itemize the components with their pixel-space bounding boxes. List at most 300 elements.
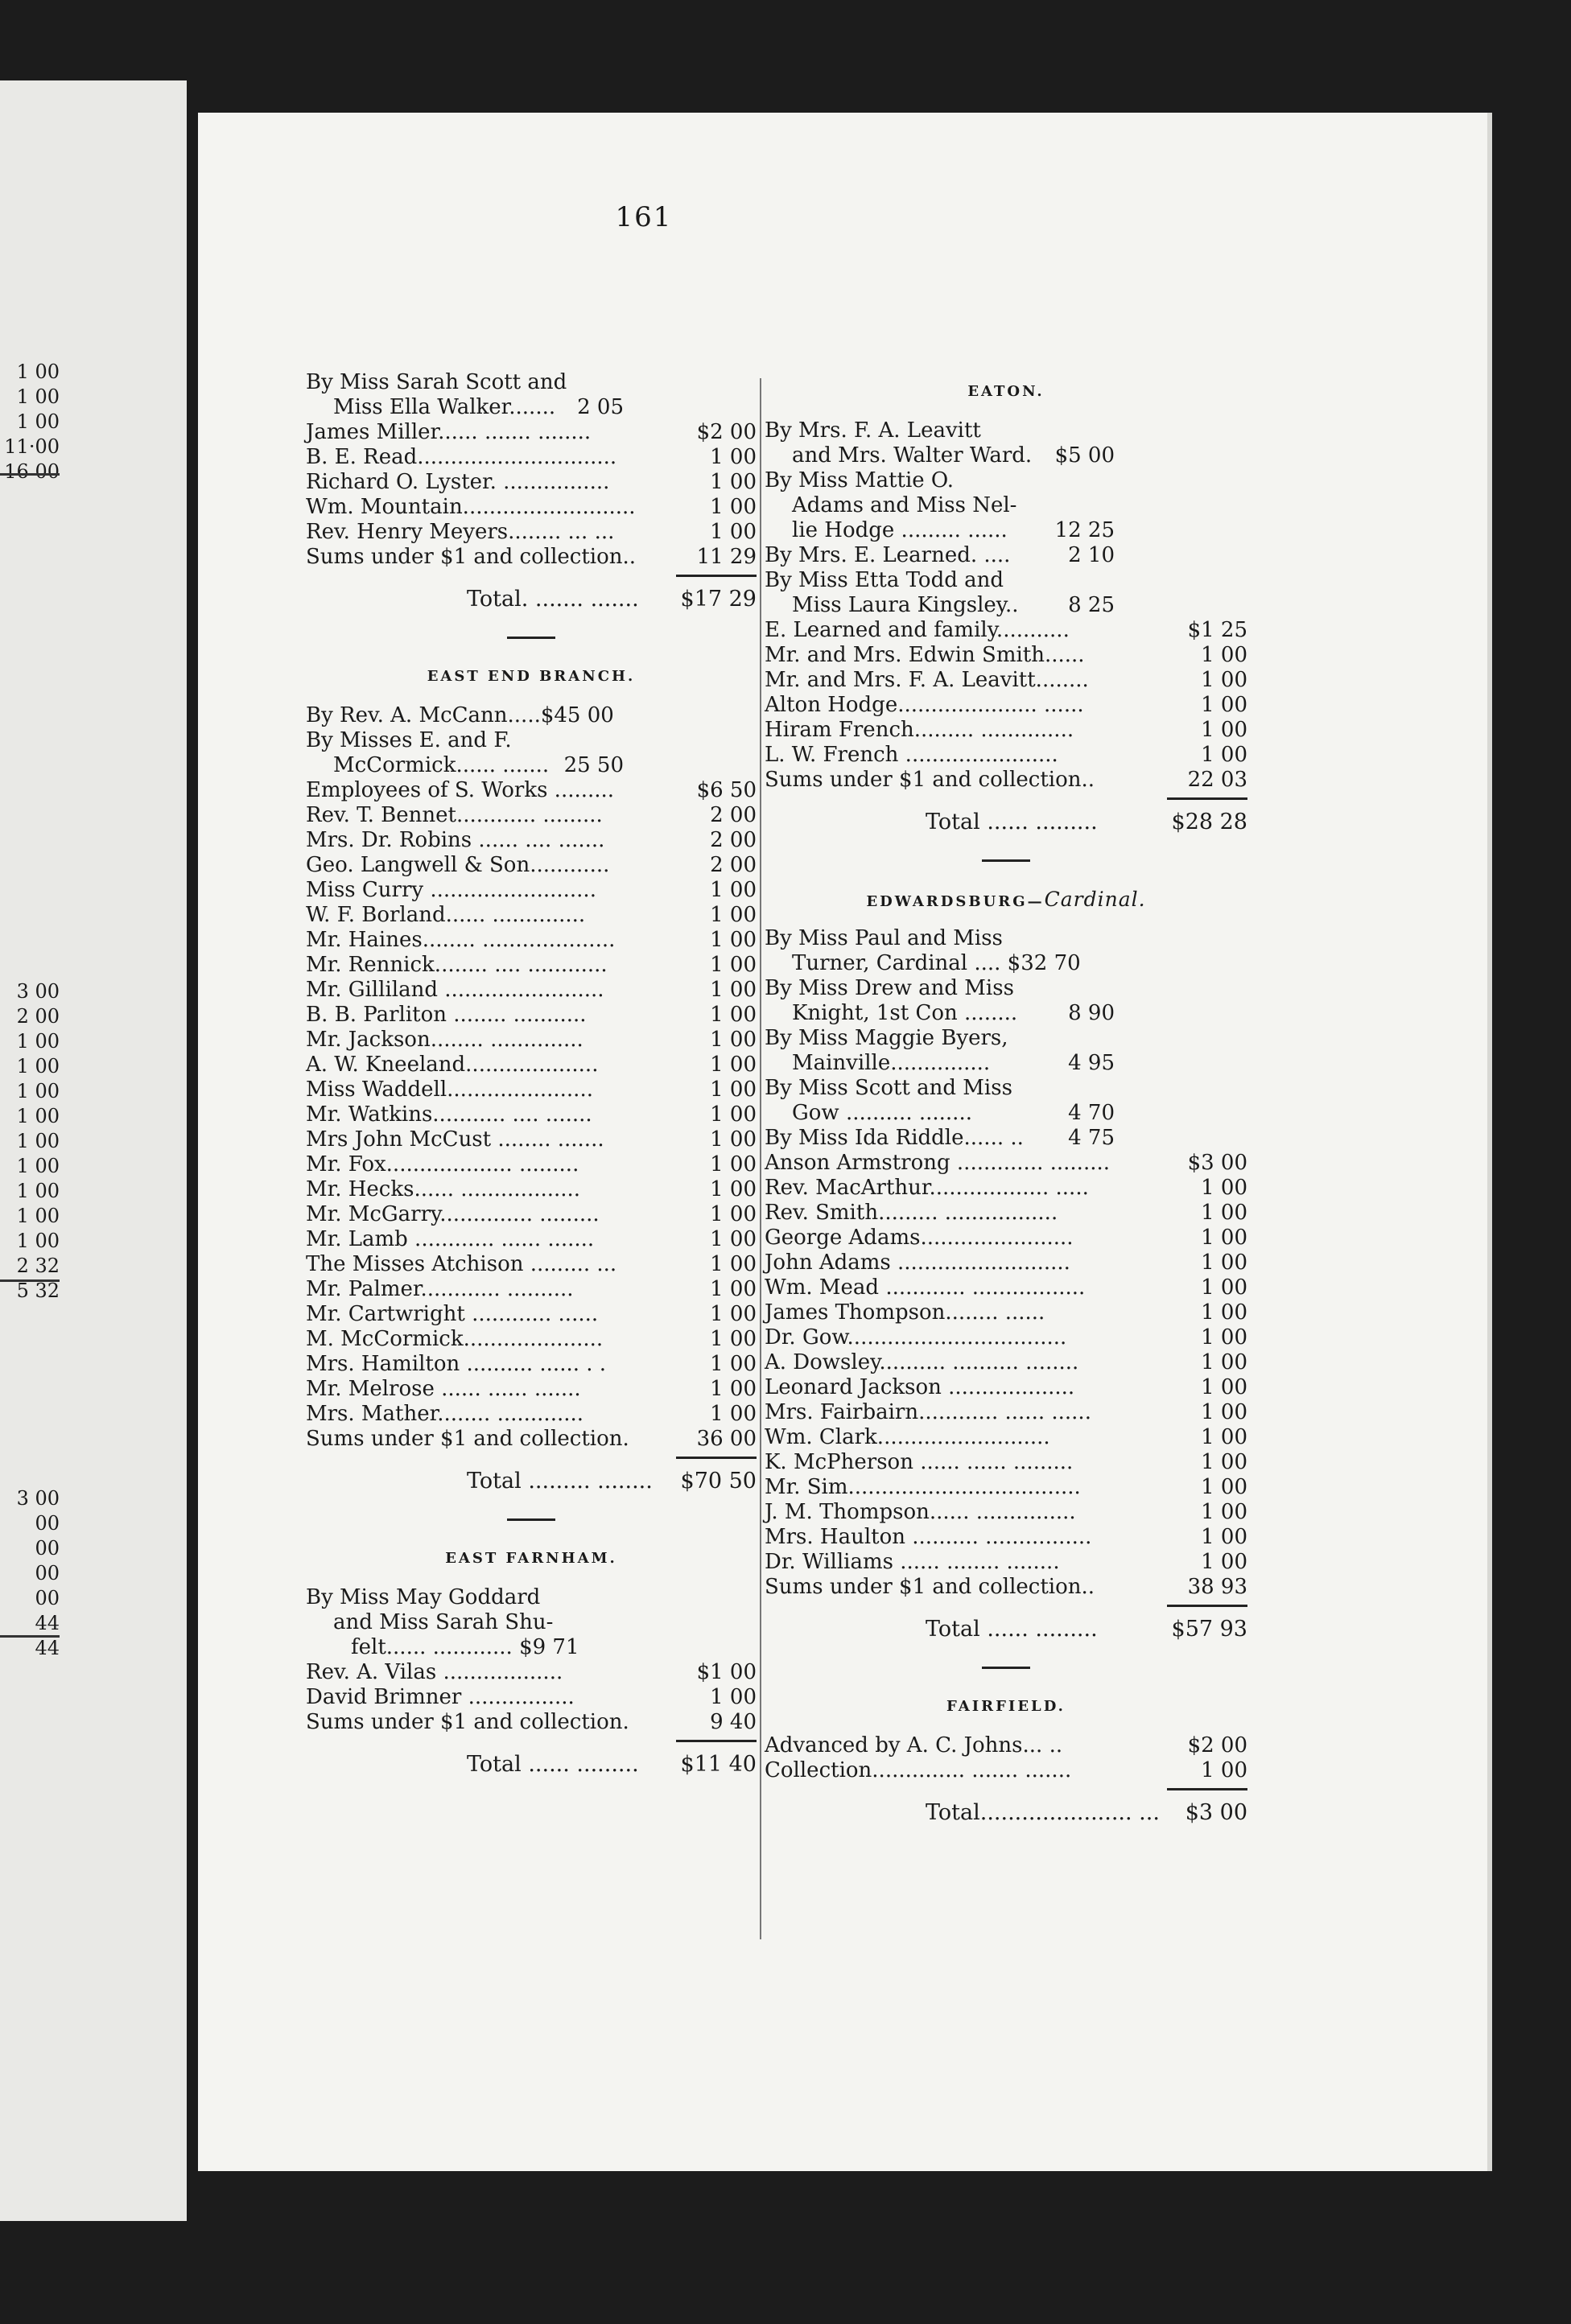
entry-name: Mr. McGarry.............. ......... — [306, 1202, 600, 1226]
entry-amount: 1 00 — [1201, 718, 1247, 742]
entry-subamount: 4 70 — [1068, 1101, 1115, 1125]
total-row — [306, 583, 757, 616]
entry-row — [306, 420, 757, 445]
entry-name: and Miss Sarah Shu- — [333, 1610, 554, 1634]
entry-subamount: 2 05 — [577, 395, 624, 419]
entry-amount: 1 00 — [1201, 1350, 1247, 1374]
entry-amount: 1 00 — [1201, 743, 1247, 767]
entry-name: K. McPherson ...... ...... ......... — [765, 1450, 1074, 1474]
entry-name: Mrs. Mather........ ............. — [306, 1402, 584, 1426]
previous-page-amount: 1 00 — [16, 1180, 60, 1202]
entry-row — [765, 668, 1247, 693]
entry-row — [765, 1575, 1247, 1600]
entry-row — [765, 926, 1247, 951]
entry-name: Rev. Smith......... ................. — [765, 1201, 1058, 1225]
previous-page-amount: 44 — [35, 1612, 60, 1634]
sum-rule — [1167, 797, 1247, 800]
entry-amount: 1 00 — [710, 1252, 757, 1276]
entry-subamount: 8 90 — [1068, 1001, 1115, 1025]
entry-row — [765, 1375, 1247, 1400]
entry-amount: 1 00 — [1201, 1758, 1247, 1782]
entry-name: By Miss Maggie Byers, — [765, 1026, 1008, 1050]
total-amount: $17 29 — [680, 587, 757, 612]
entry-row — [765, 593, 1247, 618]
entry-name: By Miss Sarah Scott and — [306, 370, 567, 394]
total-row — [765, 1613, 1247, 1646]
entry-row — [306, 828, 757, 853]
entry-amount: 2 00 — [710, 853, 757, 877]
entry-row — [306, 445, 757, 470]
entry-amount: 1 00 — [710, 1202, 757, 1226]
entry-amount: 38 93 — [1187, 1575, 1247, 1599]
spacer — [765, 913, 1247, 926]
entry-name: B. B. Parliton ........ ........... — [306, 1003, 587, 1027]
entry-amount: 1 00 — [710, 1227, 757, 1251]
entry-name: Mr. Haines........ .................... — [306, 928, 616, 952]
total-amount: $11 40 — [680, 1752, 757, 1777]
entry-name: Advanced by A. C. Johns... .. — [765, 1733, 1063, 1757]
entry-row — [765, 618, 1247, 643]
entry-amount: 1 00 — [1201, 693, 1247, 717]
spacer — [765, 1720, 1247, 1733]
total-amount: $70 50 — [680, 1469, 757, 1494]
entry-amount: 1 00 — [1201, 1251, 1247, 1275]
entry-amount: 1 00 — [1201, 1176, 1247, 1200]
entry-amount: 1 00 — [1201, 1325, 1247, 1349]
entry-row — [765, 1176, 1247, 1201]
entry-name: By Miss Ida Riddle...... .. — [765, 1126, 1024, 1150]
entry-name: Mr. Palmer............ .......... — [306, 1277, 574, 1301]
entry-row — [306, 1102, 757, 1127]
entry-row — [765, 1500, 1247, 1525]
entry-amount: 1 00 — [1201, 1375, 1247, 1399]
previous-page-amount: 1 00 — [16, 410, 60, 433]
entry-row — [306, 1127, 757, 1152]
entry-name: Richard O. Lyster. ................ — [306, 470, 610, 494]
page-number: 161 — [615, 201, 673, 233]
entry-amount: $1 00 — [696, 1660, 757, 1684]
entry-name: Mr. Rennick........ .... ............ — [306, 953, 608, 977]
entry-name: Turner, Cardinal .... $32 70 — [792, 951, 1081, 975]
entry-amount: 1 00 — [1201, 1275, 1247, 1300]
entry-row — [306, 853, 757, 878]
spacer — [306, 690, 757, 703]
previous-page-amount: 2 32 — [16, 1255, 60, 1277]
section-heading — [306, 663, 757, 690]
spacer — [765, 406, 1247, 418]
previous-page-amount: 1 00 — [16, 1155, 60, 1177]
total-amount: $57 93 — [1171, 1617, 1247, 1642]
entry-name: W. F. Borland...... .............. — [306, 903, 586, 927]
entry-row — [765, 1550, 1247, 1575]
previous-page-amount: 3 00 — [16, 1487, 60, 1510]
section-heading-text: EDWARDSBURG— — [866, 893, 1045, 910]
entry-row — [306, 1252, 757, 1277]
total-label: Total...................... ... — [926, 1800, 1160, 1825]
entry-name: Adams and Miss Nel- — [792, 493, 1017, 517]
entry-row — [765, 1126, 1247, 1151]
entry-row — [765, 743, 1247, 768]
entry-row — [306, 1028, 757, 1053]
entry-name: Mrs. Dr. Robins ...... .... ....... — [306, 828, 605, 852]
sum-rule — [1167, 1788, 1247, 1790]
entry-row — [765, 1001, 1247, 1026]
entry-name: Sums under $1 and collection.. — [306, 545, 637, 569]
entry-row — [306, 1277, 757, 1302]
entry-name: By Rev. A. McCann.....$45 00 — [306, 703, 614, 727]
entry-row — [765, 568, 1247, 593]
entry-name: Mrs. Haulton .......... ................ — [765, 1525, 1092, 1549]
entry-name: By Mrs. E. Learned. .... — [765, 543, 1011, 567]
entry-name: B. E. Read.............................. — [306, 445, 617, 469]
entry-row — [765, 518, 1247, 543]
entry-name: Wm. Mountain.......................... — [306, 495, 636, 519]
entry-row — [306, 1660, 757, 1685]
entry-row — [765, 543, 1247, 568]
sum-rule — [676, 1457, 757, 1459]
entry-name: L. W. French ....................... — [765, 743, 1058, 767]
entry-amount: $2 00 — [696, 420, 757, 444]
entry-name: Mrs. Hamilton .......... ...... . . — [306, 1352, 607, 1376]
entry-name: Mr. Hecks...... .................. — [306, 1177, 581, 1201]
entry-row — [306, 1635, 757, 1660]
left-column — [306, 370, 757, 1781]
entry-subamount: 25 50 — [563, 753, 624, 777]
previous-page-amount: 2 00 — [16, 1005, 60, 1028]
previous-page-amount: 00 — [35, 1562, 60, 1584]
entry-row — [306, 1585, 757, 1610]
entry-name: Mr. Sim................................... — [765, 1475, 1081, 1499]
section-heading-text: EAST FARNHAM. — [445, 1550, 617, 1567]
entry-row — [765, 418, 1247, 443]
entry-amount: 2 00 — [710, 803, 757, 827]
entry-amount: 1 00 — [710, 1078, 757, 1102]
right-column — [765, 378, 1247, 1829]
entry-amount: 1 00 — [1201, 1550, 1247, 1574]
entry-amount: $2 00 — [1187, 1733, 1247, 1757]
entry-amount: 1 00 — [710, 1685, 757, 1709]
entry-row — [306, 1177, 757, 1202]
previous-page-amount: 1 00 — [16, 1205, 60, 1227]
previous-page-amount: 1 00 — [16, 1055, 60, 1078]
entry-name: Collection.............. ....... ....... — [765, 1758, 1072, 1782]
entry-subamount: 2 10 — [1068, 543, 1115, 567]
entry-amount: 22 03 — [1187, 768, 1247, 792]
section-heading — [306, 1545, 757, 1572]
entry-amount: 1 00 — [1201, 1300, 1247, 1325]
entry-amount: 1 00 — [1201, 1500, 1247, 1524]
entry-name: Sums under $1 and collection. — [306, 1710, 629, 1734]
entry-subamount: 12 25 — [1054, 518, 1115, 542]
entry-amount: 1 00 — [710, 1028, 757, 1052]
entry-row — [306, 1202, 757, 1227]
entry-row — [306, 520, 757, 545]
entry-name: John Adams .......................... — [765, 1251, 1070, 1275]
entry-amount: 1 00 — [710, 1127, 757, 1152]
section-heading-text: EATON. — [967, 383, 1045, 400]
entry-name: Mr. Gilliland ........................ — [306, 978, 604, 1002]
entry-row — [306, 1003, 757, 1028]
entry-amount: 1 00 — [710, 953, 757, 977]
entry-amount: $1 25 — [1187, 618, 1247, 642]
entry-row — [306, 703, 757, 728]
entry-subamount: 4 75 — [1068, 1126, 1115, 1150]
section-separator — [507, 1518, 555, 1521]
entry-name: Miss Laura Kingsley.. — [792, 593, 1019, 617]
entry-row — [765, 493, 1247, 518]
entry-row — [765, 718, 1247, 743]
entry-row — [306, 1402, 757, 1427]
entry-name: Anson Armstrong ............. ......... — [765, 1151, 1110, 1175]
entry-name: Mr. Watkins........... .... ....... — [306, 1102, 592, 1127]
entry-name: Mr. and Mrs. F. A. Leavitt........ — [765, 668, 1089, 692]
entry-amount: 1 00 — [1201, 668, 1247, 692]
section-heading — [765, 1693, 1247, 1720]
entry-subamount: 4 95 — [1068, 1051, 1115, 1075]
total-amount: $3 00 — [1185, 1800, 1247, 1825]
entry-name: By Misses E. and F. — [306, 728, 512, 752]
entry-row — [765, 1226, 1247, 1251]
entry-amount: $3 00 — [1187, 1151, 1247, 1175]
previous-page-amount: 11·00 — [4, 435, 60, 458]
entry-row — [306, 1377, 757, 1402]
total-label: Total ......... ........ — [467, 1469, 653, 1494]
entry-name: By Miss Drew and Miss — [765, 976, 1014, 1000]
sum-rule — [676, 1740, 757, 1742]
entry-name: A. W. Kneeland.................... — [306, 1053, 599, 1077]
entry-amount: 1 00 — [1201, 1450, 1247, 1474]
previous-page-amount: 1 00 — [16, 1130, 60, 1152]
entry-amount: 1 00 — [710, 903, 757, 927]
section-separator — [982, 1667, 1030, 1669]
entry-row — [306, 928, 757, 953]
entry-row — [306, 395, 757, 420]
entry-name: Gow .......... ........ — [792, 1101, 972, 1125]
entry-name: and Mrs. Walter Ward. — [792, 443, 1033, 468]
entry-name: James Thompson........ ...... — [765, 1300, 1045, 1325]
entry-row — [765, 1525, 1247, 1550]
total-row — [765, 1797, 1247, 1829]
entry-row — [765, 768, 1247, 793]
entry-name: Mr. and Mrs. Edwin Smith...... — [765, 643, 1085, 667]
section-heading-text: FAIRFIELD. — [946, 1698, 1066, 1715]
entry-name: lie Hodge ......... ...... — [792, 518, 1008, 542]
entry-name: Mr. Cartwright ............ ...... — [306, 1302, 599, 1326]
entry-row — [765, 1275, 1247, 1300]
previous-page-amount: 00 — [35, 1512, 60, 1535]
total-label: Total. ....... ....... — [467, 587, 639, 612]
entry-amount: 1 00 — [710, 520, 757, 544]
entry-amount: 1 00 — [710, 1352, 757, 1376]
entry-name: Employees of S. Works ......... — [306, 778, 615, 802]
entry-row — [765, 468, 1247, 493]
entry-name: Sums under $1 and collection.. — [765, 1575, 1095, 1599]
entry-name: By Miss Mattie O. — [765, 468, 954, 492]
entry-row — [306, 753, 757, 778]
entry-name: Mr. Melrose ...... ...... ....... — [306, 1377, 581, 1401]
entry-amount: 1 00 — [710, 1053, 757, 1077]
entry-row — [306, 903, 757, 928]
entry-name: By Mrs. F. A. Leavitt — [765, 418, 981, 443]
entry-row — [765, 1758, 1247, 1783]
entry-amount: 1 00 — [710, 445, 757, 469]
entry-amount: 1 00 — [1201, 1475, 1247, 1499]
entry-row — [765, 1300, 1247, 1325]
entry-name: George Adams....................... — [765, 1226, 1074, 1250]
entry-row — [765, 1400, 1247, 1425]
entry-name: Miss Ella Walker....... — [333, 395, 556, 419]
sum-rule — [676, 575, 757, 577]
entry-name: Rev. T. Bennet............ ......... — [306, 803, 603, 827]
entry-row — [765, 443, 1247, 468]
previous-page-amount: 1 00 — [16, 1080, 60, 1102]
entry-amount: 9 40 — [710, 1710, 757, 1734]
entry-row — [765, 1076, 1247, 1101]
entry-name: Alton Hodge..................... ...... — [765, 693, 1084, 717]
entry-name: Mr. Lamb ............ ...... ....... — [306, 1227, 595, 1251]
entry-row — [765, 1350, 1247, 1375]
entry-amount: 1 00 — [1201, 1425, 1247, 1449]
entry-amount: 1 00 — [710, 470, 757, 494]
total-row — [306, 1749, 757, 1781]
entry-name: By Miss Etta Todd and — [765, 568, 1004, 592]
entry-amount: 1 00 — [710, 1302, 757, 1326]
entry-row — [306, 545, 757, 570]
entry-name: By Miss Scott and Miss — [765, 1076, 1012, 1100]
entry-row — [306, 1685, 757, 1710]
entry-row — [765, 976, 1247, 1001]
previous-page-rule — [0, 473, 60, 476]
entry-amount: 1 00 — [710, 978, 757, 1002]
entry-name: The Misses Atchison ......... ... — [306, 1252, 617, 1276]
entry-row — [765, 1450, 1247, 1475]
previous-page-amount: 00 — [35, 1587, 60, 1609]
entry-amount: 1 00 — [710, 1402, 757, 1426]
entry-row — [765, 693, 1247, 718]
section-heading-place: Cardinal. — [1044, 888, 1146, 911]
entry-name: J. M. Thompson...... ............... — [765, 1500, 1076, 1524]
entry-amount: 1 00 — [710, 1277, 757, 1301]
section-separator — [982, 859, 1030, 862]
entry-row — [306, 1152, 757, 1177]
total-label: Total ...... ......... — [926, 1617, 1098, 1642]
entry-amount: 1 00 — [1201, 1525, 1247, 1549]
entry-row — [306, 978, 757, 1003]
entry-name: McCormick...... ....... — [333, 753, 550, 777]
entry-amount: 1 00 — [710, 928, 757, 952]
entry-name: M. McCormick..................... — [306, 1327, 604, 1351]
entry-name: James Miller...... ....... ........ — [306, 420, 592, 444]
total-row — [765, 806, 1247, 839]
entry-name: Mr. Jackson........ .............. — [306, 1028, 583, 1052]
entry-name: By Miss May Goddard — [306, 1585, 541, 1609]
previous-page-amount: 16 00 — [4, 460, 60, 483]
entry-name: Wm. Mead ............ ................. — [765, 1275, 1086, 1300]
entry-row — [306, 803, 757, 828]
entry-amount: 1 00 — [710, 878, 757, 902]
entry-name: Rev. Henry Meyers........ ... ... — [306, 520, 615, 544]
entry-amount: 1 00 — [1201, 1226, 1247, 1250]
entry-name: Mrs John McCust ........ ....... — [306, 1127, 604, 1152]
entry-row — [306, 495, 757, 520]
previous-page-amount: 1 00 — [16, 1030, 60, 1053]
entry-name: Mainville............... — [792, 1051, 991, 1075]
entry-amount: 36 00 — [696, 1427, 757, 1451]
entry-name: Sums under $1 and collection.. — [765, 768, 1095, 792]
entry-name: Miss Waddell...................... — [306, 1078, 593, 1102]
sum-rule — [1167, 1605, 1247, 1607]
entry-row — [306, 1227, 757, 1252]
previous-page-edge — [0, 80, 187, 2221]
entry-row — [765, 1733, 1247, 1758]
previous-page-amount: 5 32 — [16, 1279, 60, 1302]
entry-name: By Miss Paul and Miss — [765, 926, 1003, 950]
previous-page-amount: 1 00 — [16, 1230, 60, 1252]
entry-row — [306, 1078, 757, 1102]
total-row — [306, 1465, 757, 1498]
entry-amount: 1 00 — [1201, 643, 1247, 667]
entry-name: Dr. Gow................................. — [765, 1325, 1067, 1349]
entry-row — [765, 1325, 1247, 1350]
entry-name: Mr. Fox................... ......... — [306, 1152, 579, 1176]
entry-name: A. Dowsley.......... .......... ........ — [765, 1350, 1079, 1374]
entry-row — [306, 778, 757, 803]
entry-name: Rev. A. Vilas .................. — [306, 1660, 563, 1684]
entry-amount: 1 00 — [710, 1152, 757, 1176]
entry-amount: 1 00 — [710, 1102, 757, 1127]
entry-name: David Brimner ................ — [306, 1685, 575, 1709]
entry-name: Dr. Williams ...... ........ ........ — [765, 1550, 1060, 1574]
entry-amount: 1 00 — [710, 495, 757, 519]
section-heading — [765, 886, 1247, 913]
previous-page-amount: 44 — [35, 1637, 60, 1659]
section-heading-text: EAST END BRANCH. — [427, 668, 636, 685]
entry-row — [765, 1201, 1247, 1226]
entry-subamount: $5 00 — [1054, 443, 1115, 468]
entry-amount: 11 29 — [696, 545, 757, 569]
entry-row — [306, 728, 757, 753]
entry-row — [306, 1327, 757, 1352]
entry-row — [306, 953, 757, 978]
entry-row — [765, 951, 1247, 976]
previous-page-amount: 1 00 — [16, 1105, 60, 1127]
entry-row — [765, 1425, 1247, 1450]
entry-amount: $6 50 — [696, 778, 757, 802]
entry-row — [306, 1610, 757, 1635]
entry-row — [765, 1101, 1247, 1126]
total-label: Total ...... ......... — [926, 810, 1098, 834]
total-label: Total ...... ......... — [467, 1752, 639, 1777]
entry-amount: 1 00 — [710, 1377, 757, 1401]
entry-amount: 1 00 — [1201, 1400, 1247, 1424]
entry-name: Rev. MacArthur.................. ..... — [765, 1176, 1089, 1200]
entry-name: Wm. Clark.......................... — [765, 1425, 1050, 1449]
entry-row — [765, 1026, 1247, 1051]
entry-row — [306, 370, 757, 395]
entry-row — [765, 1475, 1247, 1500]
entry-row — [306, 1710, 757, 1735]
entry-amount: 1 00 — [1201, 1201, 1247, 1225]
entry-name: Hiram French......... .............. — [765, 718, 1074, 742]
entry-row — [306, 470, 757, 495]
entry-amount: 1 00 — [710, 1003, 757, 1027]
previous-page-amount: 3 00 — [16, 980, 60, 1003]
entry-row — [765, 1051, 1247, 1076]
total-amount: $28 28 — [1171, 810, 1247, 834]
entry-row — [306, 878, 757, 903]
entry-name: felt...... ............ $9 71 — [351, 1635, 579, 1659]
entry-name: E. Learned and family........... — [765, 618, 1070, 642]
